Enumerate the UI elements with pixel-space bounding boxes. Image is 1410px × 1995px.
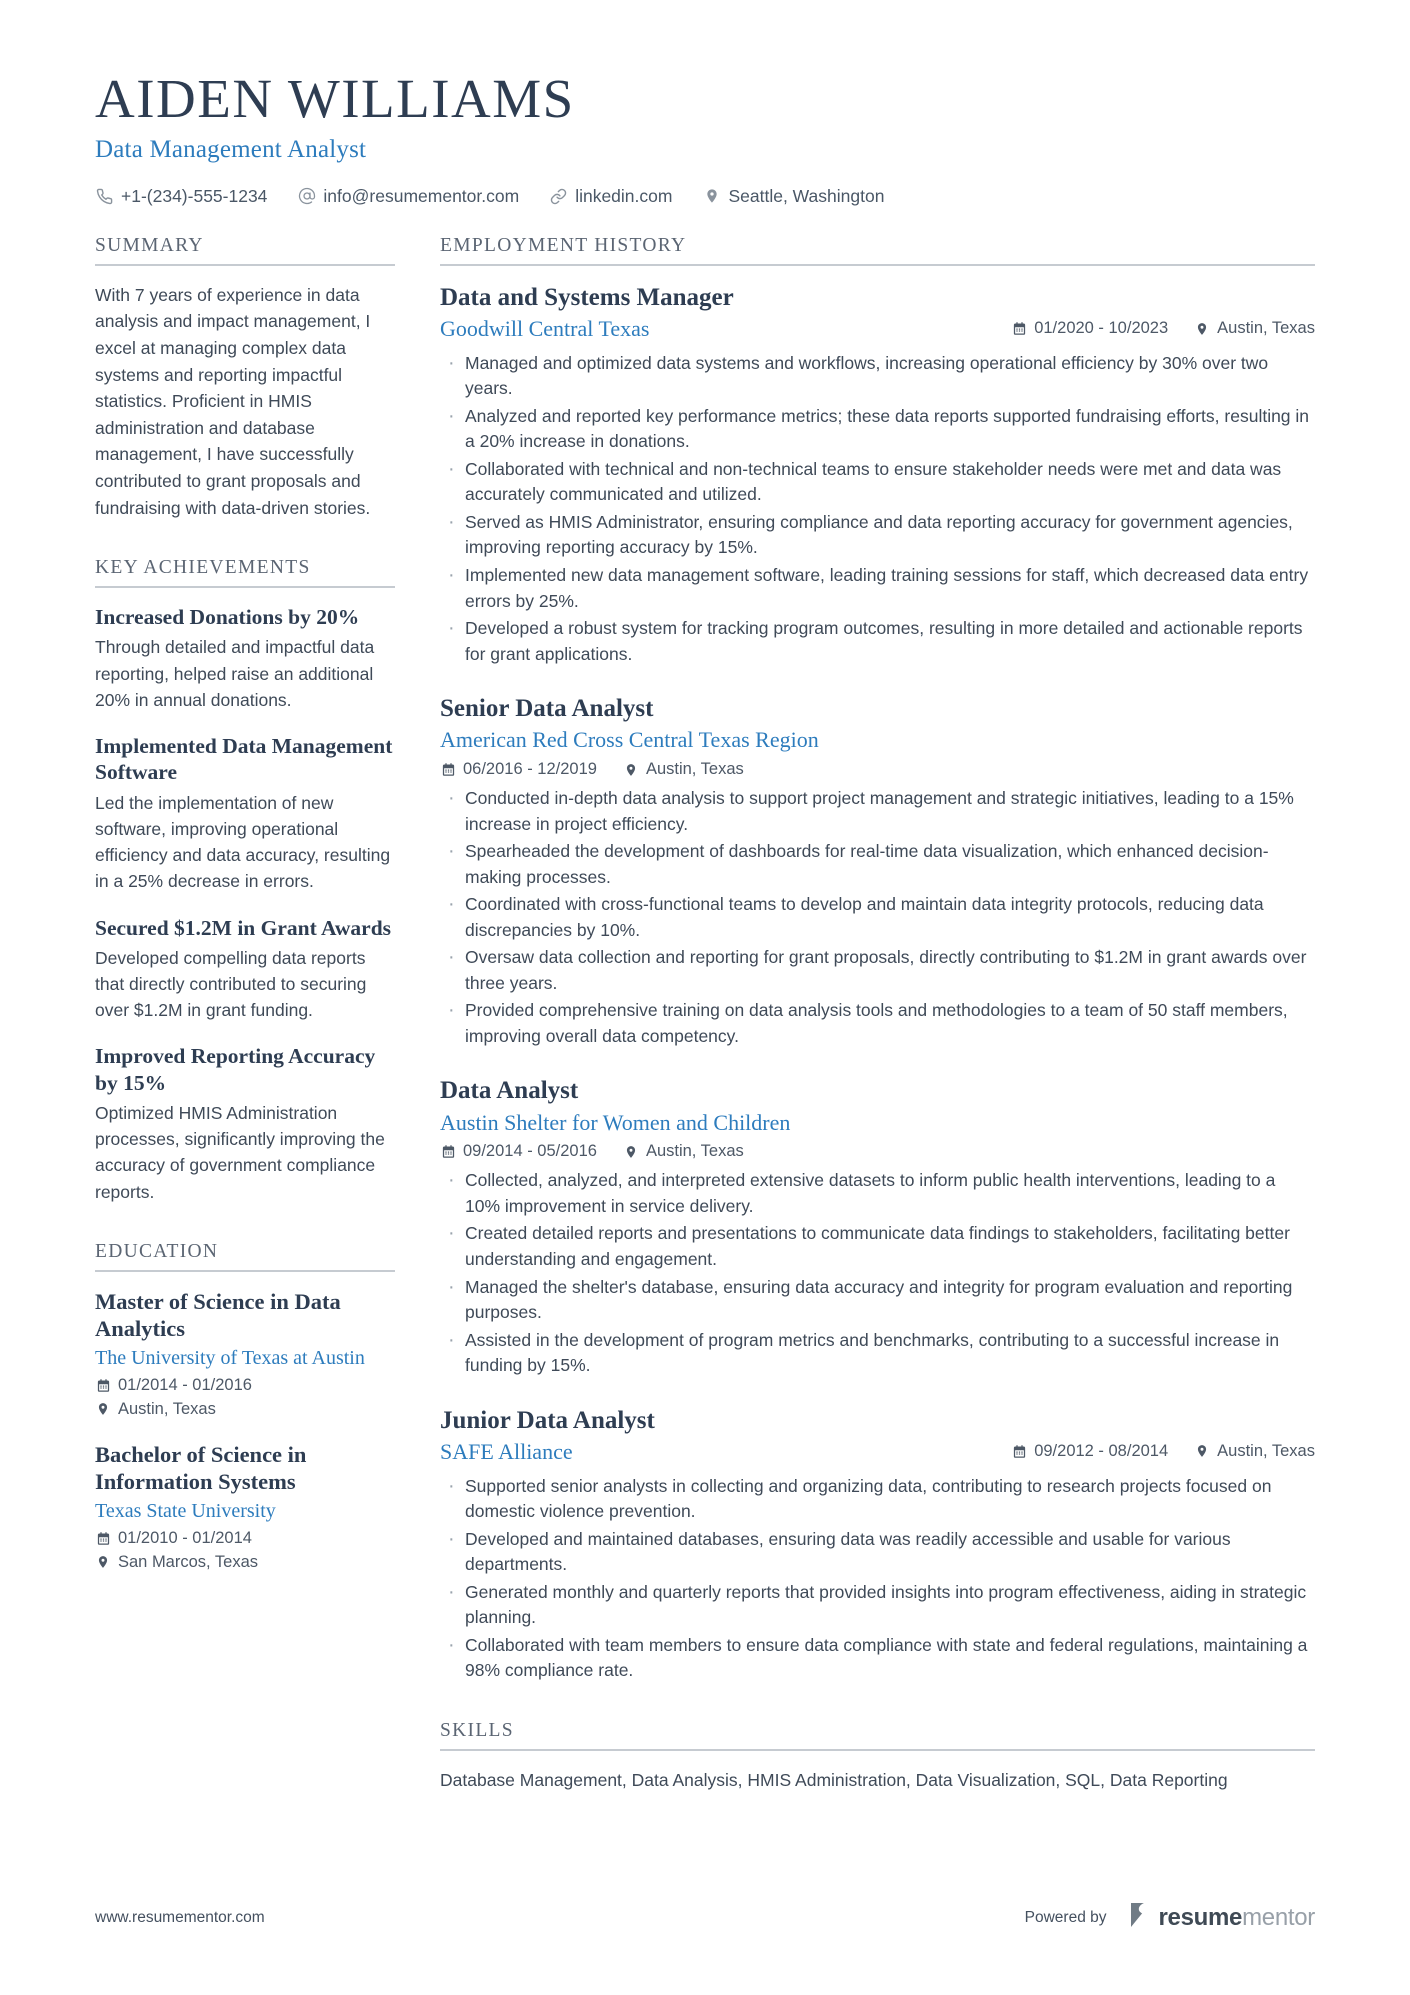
job-company: Goodwill Central Texas [440, 316, 650, 341]
job-dates-text: 09/2014 - 05/2016 [463, 1142, 597, 1161]
education-dates-text: 01/2014 - 01/2016 [118, 1375, 252, 1394]
education-location-text: Austin, Texas [118, 1399, 216, 1418]
job-bullet: · Conducted in-depth data analysis to support project management and strategic initiatives, leading to a 15% increase in project efficiency. [440, 786, 1315, 837]
job-company: Austin Shelter for Women and Children [440, 1109, 791, 1135]
job-bullet: · Developed and maintained databases, ensuring data was readily accessible and usable for various departments. [440, 1527, 1315, 1578]
job-bullet: · Provided comprehensive training on data analysis tools and methodologies to a team of 50 staff members, improving overall data competency. [440, 998, 1315, 1049]
job-bullet: · Collaborated with team members to ensure data compliance with state and federal regulations, maintaining a 98% compliance rate. [440, 1633, 1315, 1684]
job-entry [440, 693, 1315, 1049]
job-dates-text: 09/2012 - 08/2014 [1034, 1441, 1169, 1460]
job-location [623, 1142, 744, 1161]
candidate-job-title: Data Management Analyst [95, 135, 367, 163]
bookmark-logo-icon [1129, 1902, 1151, 1933]
resumementor-wordmark [1159, 1904, 1316, 1932]
job-bullet: · Collaborated with technical and non-technical teams to ensure stakeholder needs were met and data was accurately communicated and utilized. [440, 457, 1315, 508]
job-location-text: Austin, Texas [645, 760, 744, 778]
sidebar-column [95, 235, 395, 1572]
job-meta-group [985, 1442, 1315, 1461]
map-pin-icon [1194, 321, 1210, 337]
contact-location-text: Seattle, Washington [728, 185, 885, 206]
contact-linkedin[interactable] [549, 186, 672, 207]
job-dates [1011, 1442, 1168, 1461]
achievement-item [95, 1043, 395, 1204]
map-pin-icon [623, 762, 639, 778]
resumementor-logo [1129, 1902, 1316, 1933]
job-bullet: · Supported senior analysts in collecting and organizing data, contributing to research projects focused on domestic violence prevention. [440, 1474, 1315, 1525]
job-bullet: · Assisted in the development of program metrics and benchmarks, contributing to a successful increase in funding by 15%. [440, 1328, 1315, 1379]
skills-text: Database Management, Data Analysis, HMIS Administration, Data Visualization, SQL, Data Reporting [440, 1769, 1228, 1790]
job-location [623, 760, 744, 779]
main-column [440, 235, 1315, 1793]
section-summary [95, 235, 395, 521]
job-dates [1011, 319, 1168, 338]
contact-bar [95, 186, 1315, 207]
job-dates [440, 760, 597, 779]
job-role: Junior Data Analyst [440, 1406, 655, 1434]
achievement-item [95, 604, 395, 713]
job-bullet: · Managed the shelter's database, ensuring data accuracy and integrity for program evaluation and reporting purposes. [440, 1275, 1315, 1326]
calendar-icon [440, 762, 456, 778]
job-entry [440, 282, 1315, 667]
job-company-row [440, 1438, 1315, 1467]
job-bullet: · Implemented new data management software, leading training sessions for staff, which decreased data entry errors by 25%. [440, 563, 1315, 614]
section-skills [440, 1720, 1315, 1793]
job-location-text: Austin, Texas [1217, 319, 1315, 337]
education-item [95, 1441, 395, 1572]
job-meta-group [440, 755, 1315, 779]
section-employment-history [440, 235, 1315, 1684]
job-bullet: · Managed and optimized data systems and workflows, increasing operational efficiency by 30% over two years. [440, 351, 1315, 402]
at-email-icon [297, 187, 316, 206]
education-location [95, 1553, 395, 1572]
job-bullet: · Spearheaded the development of dashboards for real-time data visualization, which enhanced decision-making processes. [440, 839, 1315, 890]
achievement-description: Developed compelling data reports that directly contributed to securing over $1.2M in grant funding. [95, 947, 367, 1021]
job-bullet: · Coordinated with cross-functional teams to develop and maintain data integrity protocols, reducing data discrepancies by 10%. [440, 892, 1315, 943]
job-bullet: · Created detailed reports and presentations to communicate data findings to stakeholders, facilitating better understanding and engagement. [440, 1221, 1315, 1272]
achievement-description: Through detailed and impactful data reporting, helped raise an additional 20% in annual donations. [95, 637, 375, 710]
footer-website[interactable]: www.resumementor.com [95, 1908, 265, 1926]
job-entry [440, 1405, 1315, 1684]
education-school: Texas State University [95, 1499, 276, 1522]
achievement-description: Optimized HMIS Administration processes, significantly improving the accuracy of government compliance reports. [95, 1102, 385, 1202]
education-dates-text: 01/2010 - 01/2014 [118, 1528, 252, 1547]
skills-heading: SKILLS [440, 1720, 1315, 1751]
job-bullet-list [440, 786, 1315, 1049]
logo-text-bold: resume [1158, 1903, 1243, 1931]
job-location-text: Austin, Texas [1217, 1441, 1315, 1460]
job-location [1194, 1442, 1315, 1461]
job-entry [440, 1075, 1315, 1378]
contact-phone-text: +1-(234)-555-1234 [121, 185, 268, 206]
summary-text: With 7 years of experience in data analysis and impact management, I excel at managing complex data systems and reporting impactful statistics. Proficient in HMIS administration and database management, I have successfully contributed to grant proposals and fundraising with data-driven stories. [95, 284, 371, 518]
education-school: The University of Texas at Austin [95, 1346, 365, 1369]
powered-by-label: Powered by [1024, 1908, 1107, 1926]
job-bullet: · Analyzed and reported key performance metrics; these data reports supported fundraising efforts, resulting in a 20% increase in donations. [440, 404, 1315, 455]
education-degree: Bachelor of Science in Information Systems [95, 1441, 307, 1495]
logo-text-light: mentor [1242, 1903, 1315, 1931]
education-item [95, 1288, 395, 1419]
job-location-text: Austin, Texas [645, 1142, 744, 1161]
map-pin-icon [95, 1401, 111, 1417]
contact-location [702, 186, 884, 207]
education-location [95, 1400, 395, 1419]
achievement-title: Increased Donations by 20% [95, 605, 360, 630]
resume-header [0, 0, 1410, 207]
job-company: SAFE Alliance [440, 1438, 573, 1464]
job-role: Data Analyst [440, 1077, 579, 1105]
summary-heading: SUMMARY [95, 235, 395, 266]
achievement-title: Implemented Data Management Software [95, 734, 393, 785]
achievement-description: Led the implementation of new software, improving operational efficiency and data accuracy, resulting in a 25% decrease in errors. [95, 792, 391, 892]
job-location [1194, 319, 1315, 338]
calendar-icon [95, 1377, 111, 1393]
education-dates [95, 1376, 395, 1395]
job-bullet-list [440, 351, 1315, 668]
map-pin-icon [95, 1554, 111, 1570]
job-bullet: · Served as HMIS Administrator, ensuring compliance and data reporting accuracy for government agencies, improving reporting accuracy by 15%. [440, 510, 1315, 561]
education-location-text: San Marcos, Texas [118, 1552, 259, 1571]
employment-heading: EMPLOYMENT HISTORY [440, 235, 1315, 266]
link-icon [549, 187, 568, 206]
calendar-icon [440, 1144, 456, 1160]
calendar-icon [95, 1530, 111, 1546]
job-bullet-list [440, 1474, 1315, 1684]
job-bullet: · Developed a robust system for tracking program outcomes, resulting in more detailed and actionable reports for grant applications. [440, 616, 1315, 667]
calendar-icon [1011, 321, 1027, 337]
job-company: American Red Cross Central Texas Region [440, 727, 819, 753]
job-meta-group [985, 319, 1315, 338]
map-pin-icon [623, 1144, 639, 1160]
resume-body [0, 235, 1410, 1793]
education-degree: Master of Science in Data Analytics [95, 1288, 341, 1342]
map-pin-icon [702, 187, 721, 206]
job-role: Senior Data Analyst [440, 695, 654, 723]
job-dates-text: 01/2020 - 10/2023 [1034, 319, 1169, 337]
achievement-title: Improved Reporting Accuracy by 15% [95, 1044, 376, 1095]
job-meta-group [440, 1137, 1315, 1161]
section-key-achievements [95, 557, 395, 1205]
contact-email[interactable] [297, 186, 519, 207]
achievement-item [95, 733, 395, 894]
footer-branding [1025, 1902, 1315, 1933]
job-bullet: · Generated monthly and quarterly reports that provided insights into program effectiveness, aiding in strategic planning. [440, 1580, 1315, 1631]
section-education [95, 1241, 395, 1572]
contact-email-text: info@resumementor.com [323, 185, 520, 206]
job-dates [440, 1142, 597, 1161]
contact-phone[interactable] [95, 186, 267, 207]
job-bullet: · Collected, analyzed, and interpreted extensive datasets to inform public health interventions, leading to a 10% improvement in service delivery. [440, 1168, 1315, 1219]
achievement-title: Secured $1.2M in Grant Awards [95, 915, 392, 940]
achievements-heading: KEY ACHIEVEMENTS [95, 557, 395, 588]
calendar-icon [1011, 1443, 1027, 1459]
job-role: Data and Systems Manager [440, 283, 734, 311]
job-company-row [440, 315, 1315, 344]
job-dates-text: 06/2016 - 12/2019 [463, 760, 597, 778]
contact-linkedin-text: linkedin.com [575, 185, 673, 206]
education-heading: EDUCATION [95, 1241, 395, 1272]
achievement-item [95, 915, 395, 1024]
map-pin-icon [1194, 1443, 1210, 1459]
phone-icon [95, 187, 114, 206]
job-bullet: · Oversaw data collection and reporting for grant proposals, directly contributing to $1.2M in grant awards over three years. [440, 945, 1315, 996]
page-footer [95, 1902, 1315, 1933]
candidate-name: AIDEN WILLIAMS [95, 68, 575, 129]
job-bullet-list [440, 1168, 1315, 1378]
education-dates [95, 1529, 395, 1548]
